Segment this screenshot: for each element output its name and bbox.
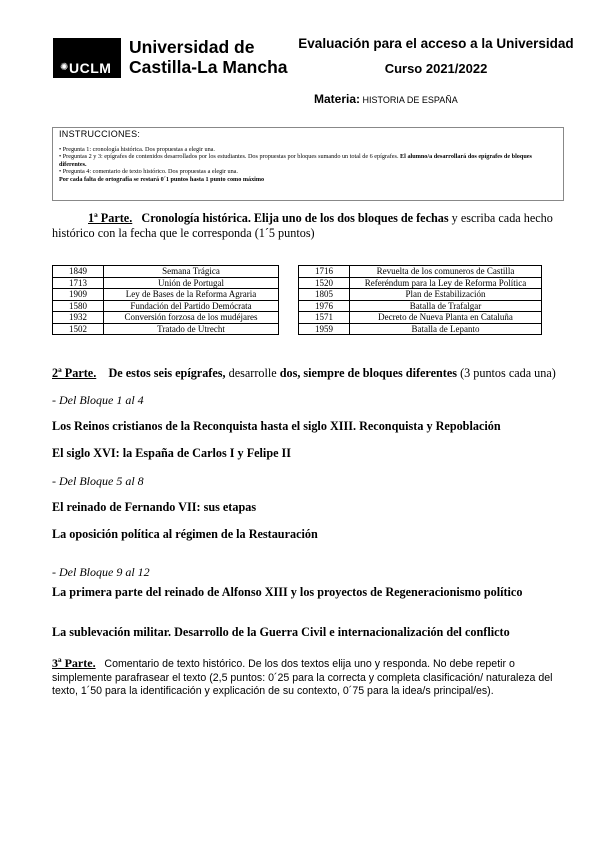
epigrafe: La oposición política al régimen de la Restauración xyxy=(52,527,318,541)
year-cell: 1713 xyxy=(53,277,104,289)
year-cell: 1716 xyxy=(299,266,350,278)
epigrafe: La primera parte del reinado de Alfonso XIII y los proyectos de Regeneracionismo político xyxy=(52,585,523,599)
instructions-box: INSTRUCCIONES: • Pregunta 1: cronología histórica. Dos propuestas a elegir una. • Preguntas 2 y 3: epígrafes de contenidos desarrollados por los estudiantes. Dos propuestas por bloques sumando un total de 6 epígrafes. El alumno/a desarrollará dos epígrafes de bloques diferentes. • Pregunta 4: comentario de texto histórico. Dos propuestas a elegir una. Por cada falta de ortografía se restará 0´1 puntos hasta 1 punto como máximo xyxy=(52,127,564,201)
dates-table-1 xyxy=(52,265,279,335)
year-cell: 1909 xyxy=(53,289,104,301)
table-row xyxy=(299,277,542,289)
event-cell: Conversión forzosa de los mudéjares xyxy=(104,312,279,324)
table-row xyxy=(53,289,279,301)
event-cell: Batalla de Trafalgar xyxy=(350,300,542,312)
table-row xyxy=(53,277,279,289)
bloque-label: - Del Bloque 1 al 4 xyxy=(52,393,144,407)
bloque-label: - Del Bloque 9 al 12 xyxy=(52,565,150,579)
year-cell: 1932 xyxy=(53,312,104,324)
table-row xyxy=(299,312,542,324)
table-row xyxy=(299,300,542,312)
year-cell: 1849 xyxy=(53,266,104,278)
uclm-logo xyxy=(53,38,121,78)
instructions-heading: INSTRUCCIONES: xyxy=(59,129,141,139)
table-row xyxy=(299,289,542,301)
year-cell: 1571 xyxy=(299,312,350,324)
event-cell: Referéndum para la Ley de Reforma Política xyxy=(350,277,542,289)
dates-table-2 xyxy=(298,265,542,335)
event-cell: Plan de Estabilización xyxy=(350,289,542,301)
year-cell: 1805 xyxy=(299,289,350,301)
event-cell: Semana Trágica xyxy=(104,266,279,278)
epigrafe: El reinado de Fernando VII: sus etapas xyxy=(52,500,257,514)
event-cell: Ley de Bases de la Reforma Agraria xyxy=(104,289,279,301)
event-cell: Batalla de Lepanto xyxy=(350,323,542,335)
table-row xyxy=(53,312,279,324)
epigrafe: El siglo XVI: la España de Carlos I y Felipe II xyxy=(52,446,292,460)
year-cell: 1502 xyxy=(53,323,104,335)
year-cell: 1959 xyxy=(299,323,350,335)
event-cell: Tratado de Utrecht xyxy=(104,323,279,335)
year-cell: 1976 xyxy=(299,300,350,312)
table-row xyxy=(53,266,279,278)
part2-statement: 2ª Parte. De estos seis epígrafes, desarrolle dos, siempre de bloques diferentes (3 puntos cada una) xyxy=(52,366,556,380)
year-cell: 1520 xyxy=(299,277,350,289)
course-year: Curso 2021/2022 xyxy=(384,61,488,76)
exam-title: Evaluación para el acceso a la Universidad xyxy=(298,36,574,51)
table-row xyxy=(53,300,279,312)
table-row xyxy=(299,323,542,335)
event-cell: Fundación del Partido Demócrata xyxy=(104,300,279,312)
logo-emblem-icon: ✺ xyxy=(60,62,69,73)
event-cell: Decreto de Nueva Planta en Cataluña xyxy=(350,312,542,324)
event-cell: Revuelta de los comuneros de Castilla xyxy=(350,266,542,278)
part1-statement: 1ª Parte. Cronología histórica. Elija uno de los dos bloques de fechas y escriba cada hecho histórico con la fecha que le corresponda (1´5 puntos) xyxy=(52,211,553,240)
part3-statement: 3ª Parte. Comentario de texto histórico. De los dos textos elija uno y responda. No debe repetir o simplemente parafrasear el texto (2,5 puntos: 0´25 para la correcta y completa clasificación/ naturaleza del texto, 1´50 para la identificación y explicación de su contexto, 0´75 para la idea/s principal/es). xyxy=(52,656,553,697)
logo-text: UCLM xyxy=(69,60,112,76)
subject: Materia: HISTORIA DE ESPAÑA xyxy=(314,92,458,106)
table-row xyxy=(299,266,542,278)
epigrafe: Los Reinos cristianos de la Reconquista hasta el siglo XIII. Reconquista y Repoblación xyxy=(52,419,501,433)
bloque-label: - Del Bloque 5 al 8 xyxy=(52,474,144,488)
year-cell: 1580 xyxy=(53,300,104,312)
epigrafe: La sublevación militar. Desarrollo de la Guerra Civil e internacionalización del conflicto xyxy=(52,625,510,639)
table-row xyxy=(53,323,279,335)
event-cell: Unión de Portugal xyxy=(104,277,279,289)
university-name: Universidad de Castilla-La Mancha xyxy=(129,37,288,77)
